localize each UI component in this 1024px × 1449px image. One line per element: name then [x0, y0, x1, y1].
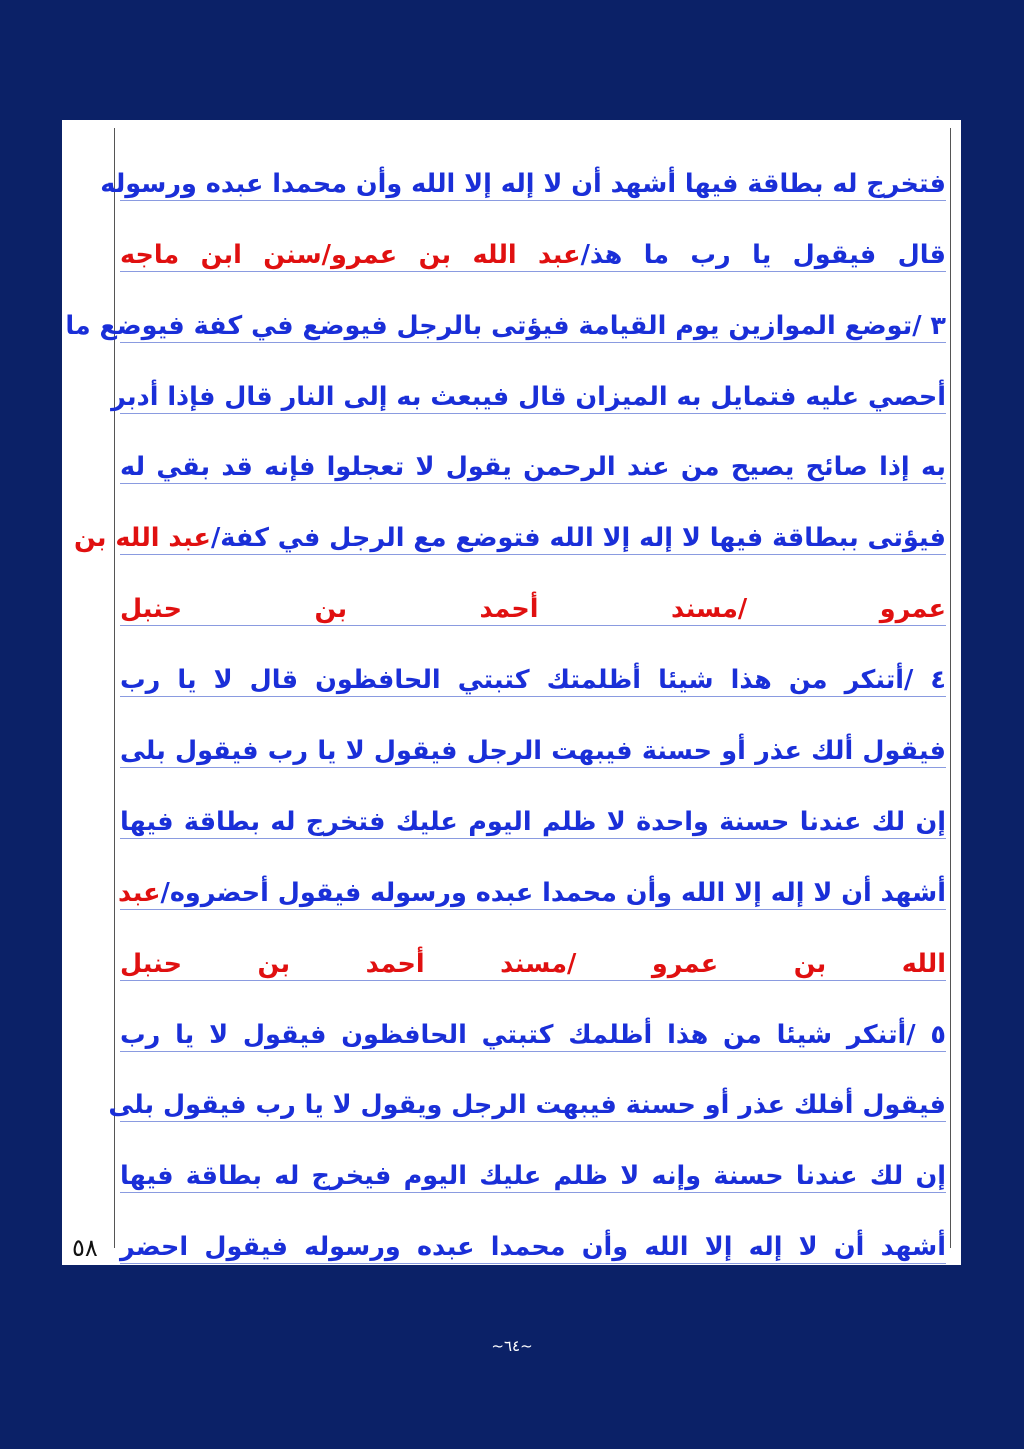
line-text: إن لك عندنا حسنة وإنه لا ظلم عليك اليوم فيخرج له بطاقة فيها [120, 1161, 946, 1192]
text-line [120, 634, 946, 705]
line-rule [120, 1263, 946, 1264]
line-rule [120, 767, 946, 768]
text-line [120, 422, 946, 493]
line-text: فتخرج له بطاقة فيها أشهد أن لا إله إلا الله وأن محمدا عبده ورسوله [100, 168, 946, 199]
footer-page-number: ~٦٤~ [491, 1337, 533, 1355]
text-line [65, 280, 946, 351]
line-rule [120, 483, 946, 484]
left-margin-rule [114, 128, 115, 1248]
line-text: أشهد أن لا إله إلا الله وأن محمدا عبده ورسوله فيقول احضر [120, 1232, 946, 1263]
text-line [111, 351, 946, 422]
reference-text: عبد الله بن عمرو/سنن ابن ماجه [120, 239, 581, 270]
line-rule [120, 413, 946, 414]
line-text: ٥ /أتنكر شيئا من هذا أظلمك كتبتي الحافظون فيقول لا يا رب [120, 1019, 946, 1050]
line-text: فيقول ألك عذر أو حسنة فيبهت الرجل فيقول لا يا رب فيقول بلى [120, 736, 946, 767]
right-margin-rule [950, 128, 951, 1248]
line-rule [120, 696, 946, 697]
text-line [120, 918, 946, 989]
line-rule [120, 1192, 946, 1193]
reference-text: الله بن عمرو /مسند أحمد بن حنبل [120, 948, 946, 979]
line-text: قال فيقول يا رب ما هذ/ [580, 239, 946, 270]
line-text: أشهد أن لا إله إلا الله وأن محمدا عبده ورسوله فيقول أحضروه/ [160, 877, 946, 908]
line-text: أحصي عليه فتمايل به الميزان قال فيبعث به إلى النار قال فإذا أدبر [111, 381, 946, 412]
page-number: ٥٨ [72, 1234, 98, 1262]
line-rule [120, 1121, 946, 1122]
text-line [120, 705, 946, 776]
text-line [120, 1130, 946, 1201]
text-line [73, 492, 946, 563]
line-text: به إذا صائح يصيح من عند الرحمن يقول لا تعجلوا فإنه قد بقي له [120, 452, 946, 483]
text-line [120, 776, 946, 847]
line-rule [120, 980, 946, 981]
text-line [117, 847, 946, 918]
text-line [120, 989, 946, 1060]
line-rule [120, 1051, 946, 1052]
text-line [120, 1201, 946, 1272]
line-rule [120, 342, 946, 343]
text-line [108, 1060, 946, 1131]
text-line [120, 563, 946, 634]
line-rule [120, 625, 946, 626]
line-rule [120, 200, 946, 201]
reference-text: عمرو /مسند أحمد بن حنبل [120, 594, 946, 625]
reference-text: عبد [117, 877, 161, 908]
line-text: فيقول أفلك عذر أو حسنة فيبهت الرجل ويقول لا يا رب فيقول بلى [108, 1090, 946, 1121]
line-text: إن لك عندنا حسنة واحدة لا ظلم اليوم عليك فتخرج له بطاقة فيها [120, 806, 946, 837]
line-text: فيؤتى ببطاقة فيها لا إله إلا الله فتوضع مع الرجل في كفة/ [210, 523, 946, 554]
line-text: ٣ /توضع الموازين يوم القيامة فيؤتى بالرجل فيوضع في كفة فيوضع ما [65, 310, 946, 341]
line-rule [120, 838, 946, 839]
line-rule [120, 909, 946, 910]
line-text: ٤ /أتنكر من هذا شيئا أظلمتك كتبتي الحافظون قال لا يا رب [120, 665, 946, 696]
book-page [62, 120, 961, 1265]
line-rule [120, 271, 946, 272]
line-rule [120, 554, 946, 555]
text-line [120, 209, 946, 280]
reference-text: عبد الله بن [73, 523, 211, 554]
text-line [100, 138, 946, 209]
